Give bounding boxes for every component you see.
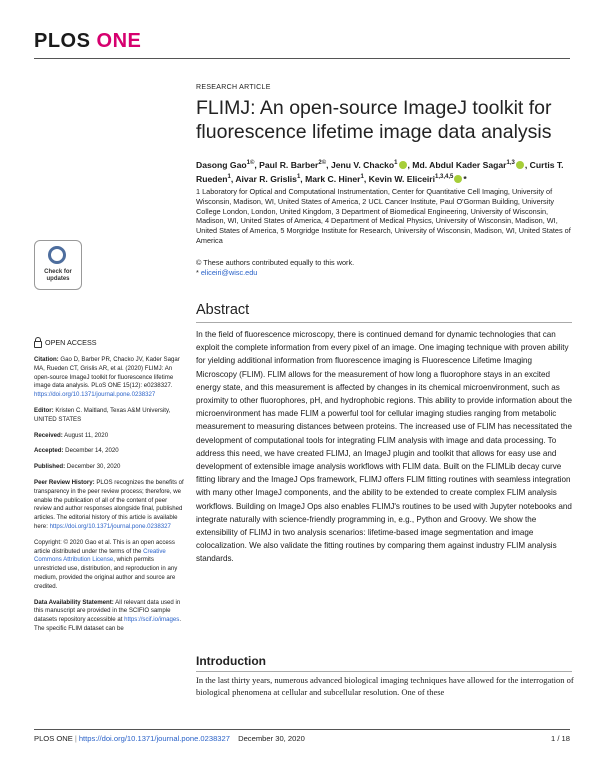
copyright <box>34 539 186 592</box>
introduction-divider <box>196 671 572 672</box>
peer-review-history <box>34 479 186 532</box>
citation <box>34 356 186 400</box>
editor-label: Editor: <box>34 406 54 414</box>
introduction-text: In the last thirty years, numerous advanced biological imaging techniques have allowed for the interrogation of biological phenomena at cellular and subcellular resolution. One of these <box>196 675 574 697</box>
author-affiliation-marker: 1,3,4,5 <box>435 173 454 180</box>
author-separator: , <box>524 159 530 170</box>
received-label: Received: <box>34 431 63 439</box>
equal-contribution-note: © These authors contributed equally to this work. <box>196 258 355 267</box>
published-label: Published: <box>34 463 66 471</box>
editor-text: Kristen C. Maitland, Texas A&M University, UNITED STATES <box>34 406 171 423</box>
peer-review-link[interactable]: https://doi.org/10.1371/journal.pone.0238327 <box>49 522 171 530</box>
page-number: 1 / 18 <box>551 734 570 743</box>
corresponding-email-link[interactable]: eliceiri@wisc.edu <box>200 267 258 277</box>
author-name: Mark C. Hiner <box>305 173 361 184</box>
corresponding-author <box>196 268 576 278</box>
author-affiliation-marker: 1,3 <box>506 160 515 166</box>
footer-divider <box>34 729 570 730</box>
abstract-divider <box>196 322 572 323</box>
copyright-text-after: , which permits unrestricted use, distribution, and reproduction in any medium, provided the original author and source are credited. <box>34 556 178 590</box>
page-footer: PLOS ONE | https://doi.org/10.1371/journal.pone.0238327 December 30, 2020 <box>34 734 305 743</box>
author-affiliation-marker: 1 <box>227 173 231 180</box>
accepted-label: Accepted: <box>34 447 64 455</box>
introduction-heading: Introduction <box>196 654 266 668</box>
peer-review-text: PLOS recognizes the benefits of transparency in the peer review process; therefore, we enable the publication of all of the content of peer review and author responses alongside final, published articles. The editorial history of this article is available here: <box>34 478 184 530</box>
open-access-text: OPEN ACCESS <box>45 337 97 347</box>
citation-text: Gao D, Barber PR, Chacko JV, Kader Sagar MA, Rueden CT, Grislis AR, et al. (2020) FLIMJ: An open-source ImageJ toolkit for fluorescence lifetime image data analysis. PLoS ONE 15(12): e0238327. <box>34 356 180 390</box>
author-notes <box>196 258 576 278</box>
accepted <box>34 447 186 456</box>
logo-plos: PLOS <box>34 30 91 52</box>
author-affiliation-marker: 1 <box>296 173 301 180</box>
author-name: Curtis T. Rueden <box>196 159 564 184</box>
data-availability-text: All relevant data used in this manuscript are provided in the SCIFIO sample datasets repository accessible at <box>34 598 181 624</box>
citation-doi-link[interactable]: https://doi.org/10.1371/journal.pone.0238327 <box>34 391 156 399</box>
orcid-icon[interactable] <box>454 175 462 183</box>
accepted-date: December 14, 2020 <box>65 447 119 455</box>
check-for-updates-icon <box>48 246 66 264</box>
author-name: Aivar R. Grislis <box>235 173 297 184</box>
author-separator: , <box>326 159 331 170</box>
author-affiliation-marker: 1© <box>246 160 255 166</box>
author-list <box>196 157 576 185</box>
copyright-text: Copyright: © 2020 Gao et al. This is an open access article distributed under the terms of the <box>34 538 175 555</box>
abstract-heading: Abstract <box>196 302 250 318</box>
data-availability-label: Data Availability Statement: <box>34 598 114 606</box>
footer-doi-link[interactable]: https://doi.org/10.1371/journal.pone.0238327 <box>78 734 230 743</box>
footer-date: December 30, 2020 <box>238 734 305 743</box>
cc-license-link[interactable]: Creative Commons Attribution License <box>34 547 166 564</box>
check-for-updates-badge[interactable] <box>34 240 82 290</box>
peer-review-label: Peer Review History: <box>34 478 95 486</box>
author-name: Kevin W. Eliceiri <box>368 173 435 184</box>
data-availability-text-after: . The specific FLIM dataset can be <box>34 616 182 632</box>
author-separator: , <box>230 173 236 184</box>
article-title: FLIMJ: An open-source ImageJ toolkit for fluorescence lifetime image data analysis <box>196 97 552 143</box>
orcid-icon[interactable] <box>516 161 524 169</box>
author-separator: , <box>363 173 369 184</box>
author-name: Jenu V. Chacko <box>330 159 395 170</box>
abstract-text: In the field of fluorescence microscopy, there is continued demand for dynamic technologies that can exploit the complete information from every pixel of an image. One imaging technique with proven ability for yielding additional information from fluorescence imaging is Fluorescence Lifetime Imaging Microscopy (FLIM). FLIM allows for the measurement of how long a fluorophore stays in an excited energy state, and this measurement is affected by changes in its chemical microenvironment, such as proximity to other fluorophores, pH, and hydrophobic regions. This ability to provide information about the microenvironment has made FLIM a powerful tool for cellular imaging studies ranging from metabolic measurement to measuring distances between proteins. The increased use of FLIM has necessitated the development of computational tools for integrating FLIM analysis with image and data processing. To address this need, we have created FLIMJ, an ImageJ plugin and toolkit that allows for easy use and development of extensible image analysis workflows with FLIM data. Built on the FLIMLib decay curve fitting library and the ImageJ Ops framework, FLIMJ offers FLIM fitting routines with seamless integration with many other ImageJ components, and the ability to be extended to create complex FLIM analysis workflows. Building on ImageJ Ops also enables FLIMJ's routines to be used with Jupyter notebooks and integrate naturally with science-friendly programming in, e.g., Python and Groovy. We show the extensibility of FLIMJ in two analysis scenarios: lifetime-based image segmentation and image colocalization. We also validate the fitting routines by comparing them against industry FLIM analysis standards. <box>196 330 572 564</box>
author-name: Paul R. Barber <box>259 159 319 170</box>
orcid-icon[interactable] <box>399 161 407 169</box>
header-divider <box>34 58 570 59</box>
badge-line-2: updates <box>46 276 70 282</box>
affiliations: 1 Laboratory for Optical and Computational Instrumentation, Center for Quantitative Cell Imaging, University of Wisconsin, Madison, WI, United States of America, 2 UCL Cancer Institute, Paul O'Gorman Building, University College London, London, United Kingdom, 3 Department of Biomedical Engineering, University of Wisconsin, Madison, WI, United States of America, 4 Department of Medical Physics, University of Wisconsin, Madison, WI, United States of America, 5 Morgridge Institute for Research, University of Wisconsin, Madison, WI, United States of America <box>196 187 571 245</box>
lock-icon <box>34 341 42 348</box>
journal-logo <box>34 30 141 53</box>
corresponding-mark: * <box>196 267 199 277</box>
received-date: August 11, 2020 <box>64 431 109 439</box>
author-separator: , <box>407 159 413 170</box>
editor <box>34 407 186 425</box>
author-separator: , <box>254 159 260 170</box>
author-name: Md. Abdul Kader Sagar <box>412 159 507 170</box>
logo-one: ONE <box>96 30 142 52</box>
badge-line-1: Check for <box>44 269 72 275</box>
data-availability-link[interactable]: https://scif.io/images <box>124 616 180 624</box>
published-date: December 30, 2020 <box>66 463 121 471</box>
article-info-sidebar <box>34 338 186 641</box>
author-affiliation-marker: 1 <box>394 160 398 166</box>
author-separator: , <box>300 173 306 184</box>
citation-label: Citation: <box>34 356 59 363</box>
author-separator: * <box>463 173 467 184</box>
published <box>34 463 186 472</box>
author-affiliation-marker: 2© <box>318 160 327 166</box>
open-access-label <box>34 338 186 348</box>
data-availability <box>34 599 186 634</box>
section-label: RESEARCH ARTICLE <box>196 84 271 91</box>
author-affiliation-marker: 1 <box>360 173 364 180</box>
author-name: Dasong Gao <box>196 159 247 170</box>
footer-journal: PLOS ONE <box>34 734 73 743</box>
received <box>34 432 186 441</box>
